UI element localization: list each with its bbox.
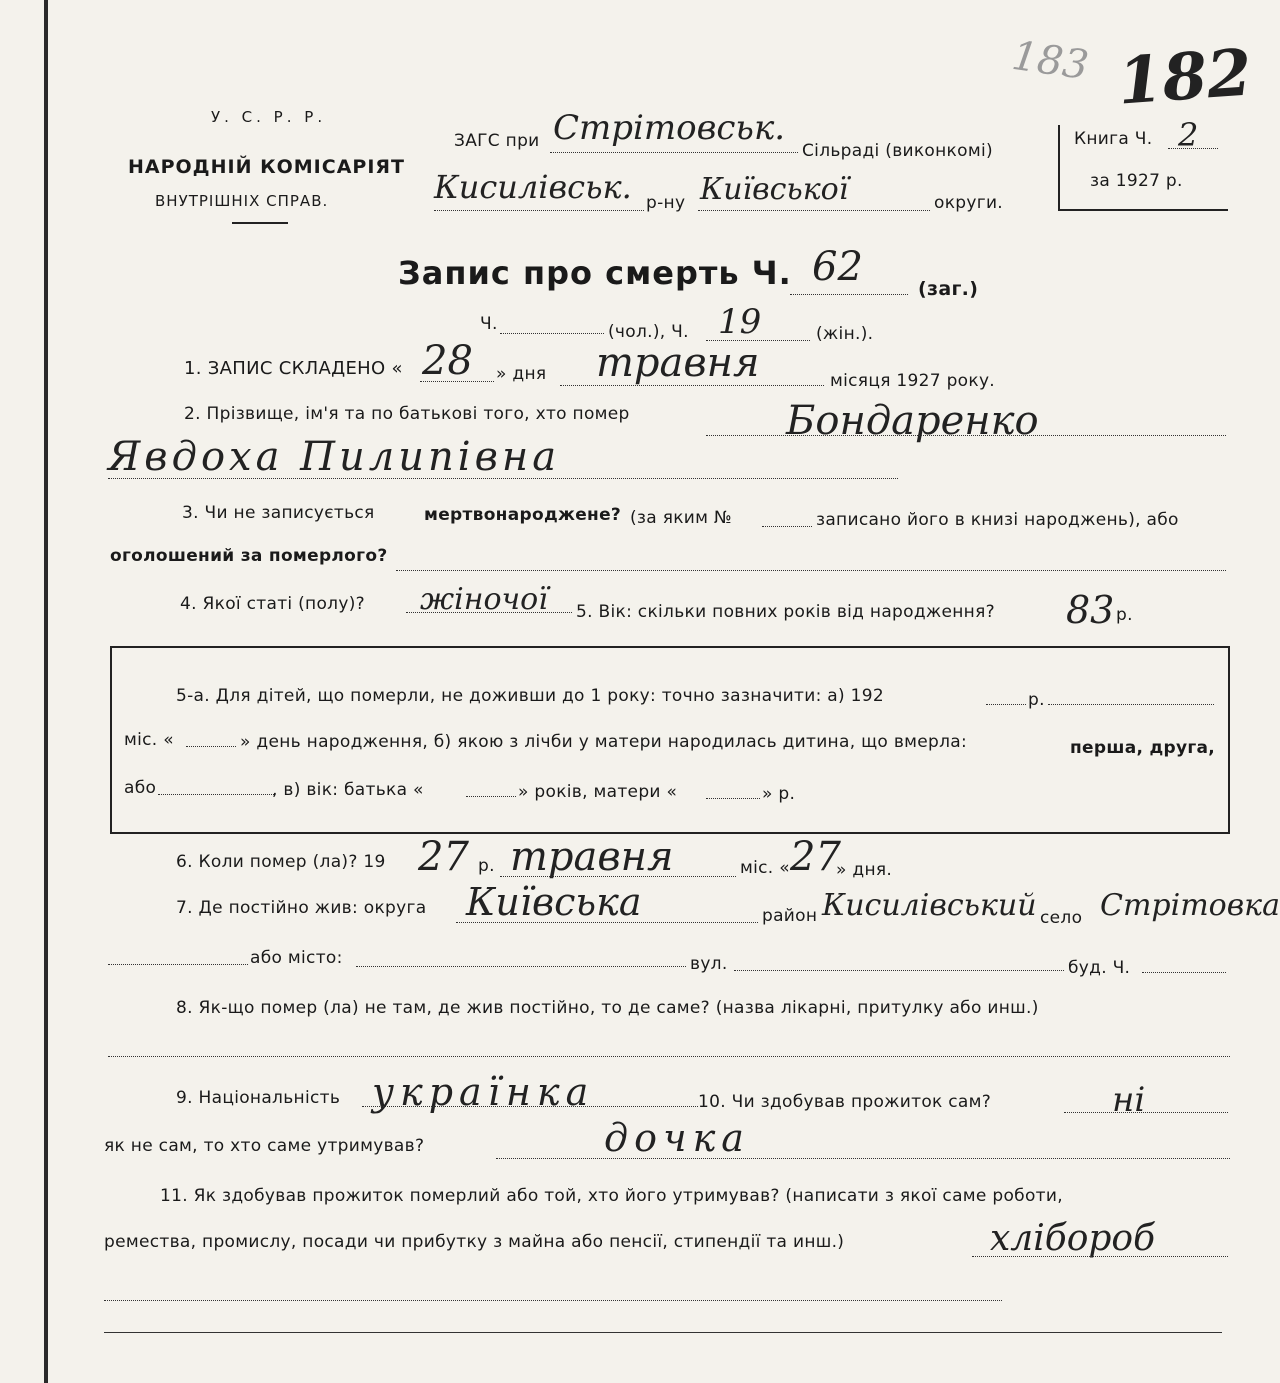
field4-sex-line (406, 612, 572, 613)
field6-label: 6. Коли помер (ла)? 19 (176, 852, 386, 872)
zags-prefix: ЗАГС при (454, 131, 540, 151)
field7-raion-label: район (762, 906, 818, 926)
field2-surname-line (706, 435, 1226, 436)
okruga-handwritten: Київської (700, 172, 849, 207)
field5a-line1: 5-а. Для дітей, що померли, не доживши до 1 року: точно зазначити: а) 192 (176, 686, 885, 706)
field10-label: 10. Чи здобував прожиток сам? (698, 1092, 992, 1112)
field11-line-a (972, 1256, 1228, 1257)
field3-tail: записано його в книзі народжень), або (816, 510, 1179, 530)
bottom-rule (104, 1332, 1222, 1333)
field11-line2: ремества, промислу, посади чи прибутку з майна або пенсії, стипендії та инш.) (104, 1232, 845, 1252)
book-year-label: за 1927 р. (1090, 171, 1183, 191)
field1-day-line (420, 381, 494, 382)
zags-village-handwritten: Стрітовськ. (553, 108, 786, 148)
field5a-year-suffix: р. (1028, 690, 1045, 710)
field8-line (108, 1056, 1230, 1057)
field7-raion-handwritten: Кисилівський (822, 888, 1037, 923)
field11-handwritten: хлібороб (990, 1218, 1156, 1259)
field3-declared-dead: оголошений за померлого? (110, 546, 388, 566)
department-label: ВНУТРІШНІХ СПРАВ. (155, 192, 329, 210)
council-label: Сільраді (виконкомі) (802, 141, 993, 161)
field7-city-line (356, 966, 686, 967)
field6-month-line (500, 876, 736, 877)
field2-surname-handwritten: Бондаренко (786, 398, 1039, 444)
field5a-father-age-line (466, 796, 516, 797)
book-label: Книга Ч. (1074, 129, 1153, 149)
raion-label: р-ну (646, 193, 686, 213)
field9-line (362, 1106, 698, 1107)
field1-label: 1. ЗАПИС СКЛАДЕНО « (184, 358, 403, 379)
field5-label: 5. Вік: скільки повних років від народження? (576, 602, 995, 622)
page-edge (44, 0, 48, 1383)
field5a-or-label: або (124, 778, 157, 798)
field5-unit: р. (1116, 605, 1133, 625)
archive-number-ink: 182 (1115, 35, 1255, 120)
zags-village-line (550, 152, 798, 153)
okruga-line (698, 210, 930, 211)
field5a-line2-bold: перша, друга, (1070, 738, 1216, 758)
field4-sex-handwritten: жіночої (420, 582, 548, 617)
field7-label: 7. Де постійно жив: округа (176, 898, 427, 918)
field3-label: 3. Чи не записується (182, 503, 375, 523)
field10b-label: як не сам, то хто саме утримував? (104, 1136, 425, 1156)
field2-name-line (108, 478, 898, 479)
field6-day-label: » дня. (836, 860, 893, 880)
men-count-label: Ч. (480, 314, 498, 334)
field5a-month-label: міс. « (124, 730, 174, 750)
field7-selo-label: село (1040, 908, 1083, 928)
men-count-line (500, 333, 604, 334)
field5a-line3-years: » років, матери « (518, 782, 678, 802)
book-number-handwritten: 2 (1178, 116, 1199, 154)
field11-line-b (104, 1300, 1002, 1301)
field3-stillborn: мертвонароджене? (424, 505, 622, 525)
archive-number-pencil: 183 (1009, 32, 1092, 90)
field7-street-line (734, 970, 1064, 971)
record-number-line (790, 294, 908, 295)
field5a-line2: » день народження, б) якою з лічби у матери народилась дитина, що вмерла: (240, 732, 968, 752)
field3-declared-line (396, 570, 1226, 571)
header-rule (232, 222, 288, 224)
field3-number-line (762, 526, 812, 527)
field7-building-label: буд. Ч. (1068, 958, 1131, 978)
field1-month-handwritten: травня (596, 340, 760, 386)
field1-day-handwritten: 28 (422, 338, 473, 384)
republic-label: У. С. Р. Р. (211, 108, 327, 126)
field1-tail: місяця 1927 року. (830, 371, 996, 391)
field11-line1: 11. Як здобував прожиток померлий або той, хто його утримував? (написати з якої саме роботи, (160, 1186, 1063, 1206)
record-number-handwritten: 62 (812, 244, 863, 290)
field10-handwritten: ні (1112, 1080, 1146, 1120)
field5-age-handwritten: 83 (1066, 588, 1115, 632)
raion-line (434, 210, 644, 211)
field10-line (1064, 1112, 1228, 1113)
field10b-line (496, 1158, 1230, 1159)
field6-month-handwritten: травня (510, 834, 674, 880)
okruga-label: округи. (934, 193, 1004, 213)
field2-name-handwritten: Явдоха Пилипівна (108, 434, 561, 480)
field7-okruga-handwritten: Київська (466, 880, 642, 924)
field3-number-label: (за яким № (630, 508, 732, 528)
book-box-bottom (1058, 209, 1228, 211)
field5a-line3-end: » р. (762, 784, 796, 804)
field6-year-handwritten: 27 (418, 834, 469, 880)
field6-day-handwritten: 27 (790, 834, 841, 880)
zhin-label: (жін.). (816, 324, 874, 344)
field7-street-label: вул. (690, 954, 728, 974)
field1-day-label: » дня (496, 364, 547, 384)
field9-nationality-handwritten: українка (372, 1070, 595, 1114)
field4-label: 4. Якої статі (полу)? (180, 594, 365, 614)
field5a-year-tail-line (1048, 704, 1214, 705)
field5a-order-line (158, 794, 274, 795)
field5a-month-line (186, 746, 236, 747)
field8-label: 8. Як-що помер (ла) не там, де жив постійно, то де саме? (назва лікарні, притулку або инш.) (176, 998, 1039, 1018)
field6-month-label: міс. « (740, 858, 790, 878)
commissariat-label: НАРОДНІЙ КОМІСАРІЯТ (128, 156, 405, 178)
field5a-year-line (986, 704, 1026, 705)
field10b-handwritten: дочка (604, 1116, 750, 1160)
field5a-line3: , в) вік: батька « (272, 780, 424, 800)
field9-label: 9. Національність (176, 1088, 341, 1108)
field7-extra-line (108, 964, 248, 965)
record-suffix: (заг.) (918, 278, 979, 300)
field2-label: 2. Прізвище, ім'я та по батькові того, хто помер (184, 404, 630, 424)
women-count-handwritten: 19 (718, 302, 762, 342)
field1-month-line (560, 385, 824, 386)
book-box-left (1058, 125, 1060, 211)
field6-year-suffix: р. (478, 856, 495, 876)
field7-selo-handwritten: Стрітовка (1100, 888, 1280, 923)
chol-label: (чол.), Ч. (608, 322, 689, 342)
field7-city-label: або місто: (250, 948, 343, 968)
field7-building-line (1142, 972, 1226, 973)
raion-handwritten: Кисилівськ. (434, 168, 632, 206)
book-number-line (1168, 148, 1218, 149)
field5a-mother-age-line (706, 798, 760, 799)
record-title: Запис про смерть Ч. (398, 254, 792, 292)
field7-okruga-line (456, 922, 758, 923)
